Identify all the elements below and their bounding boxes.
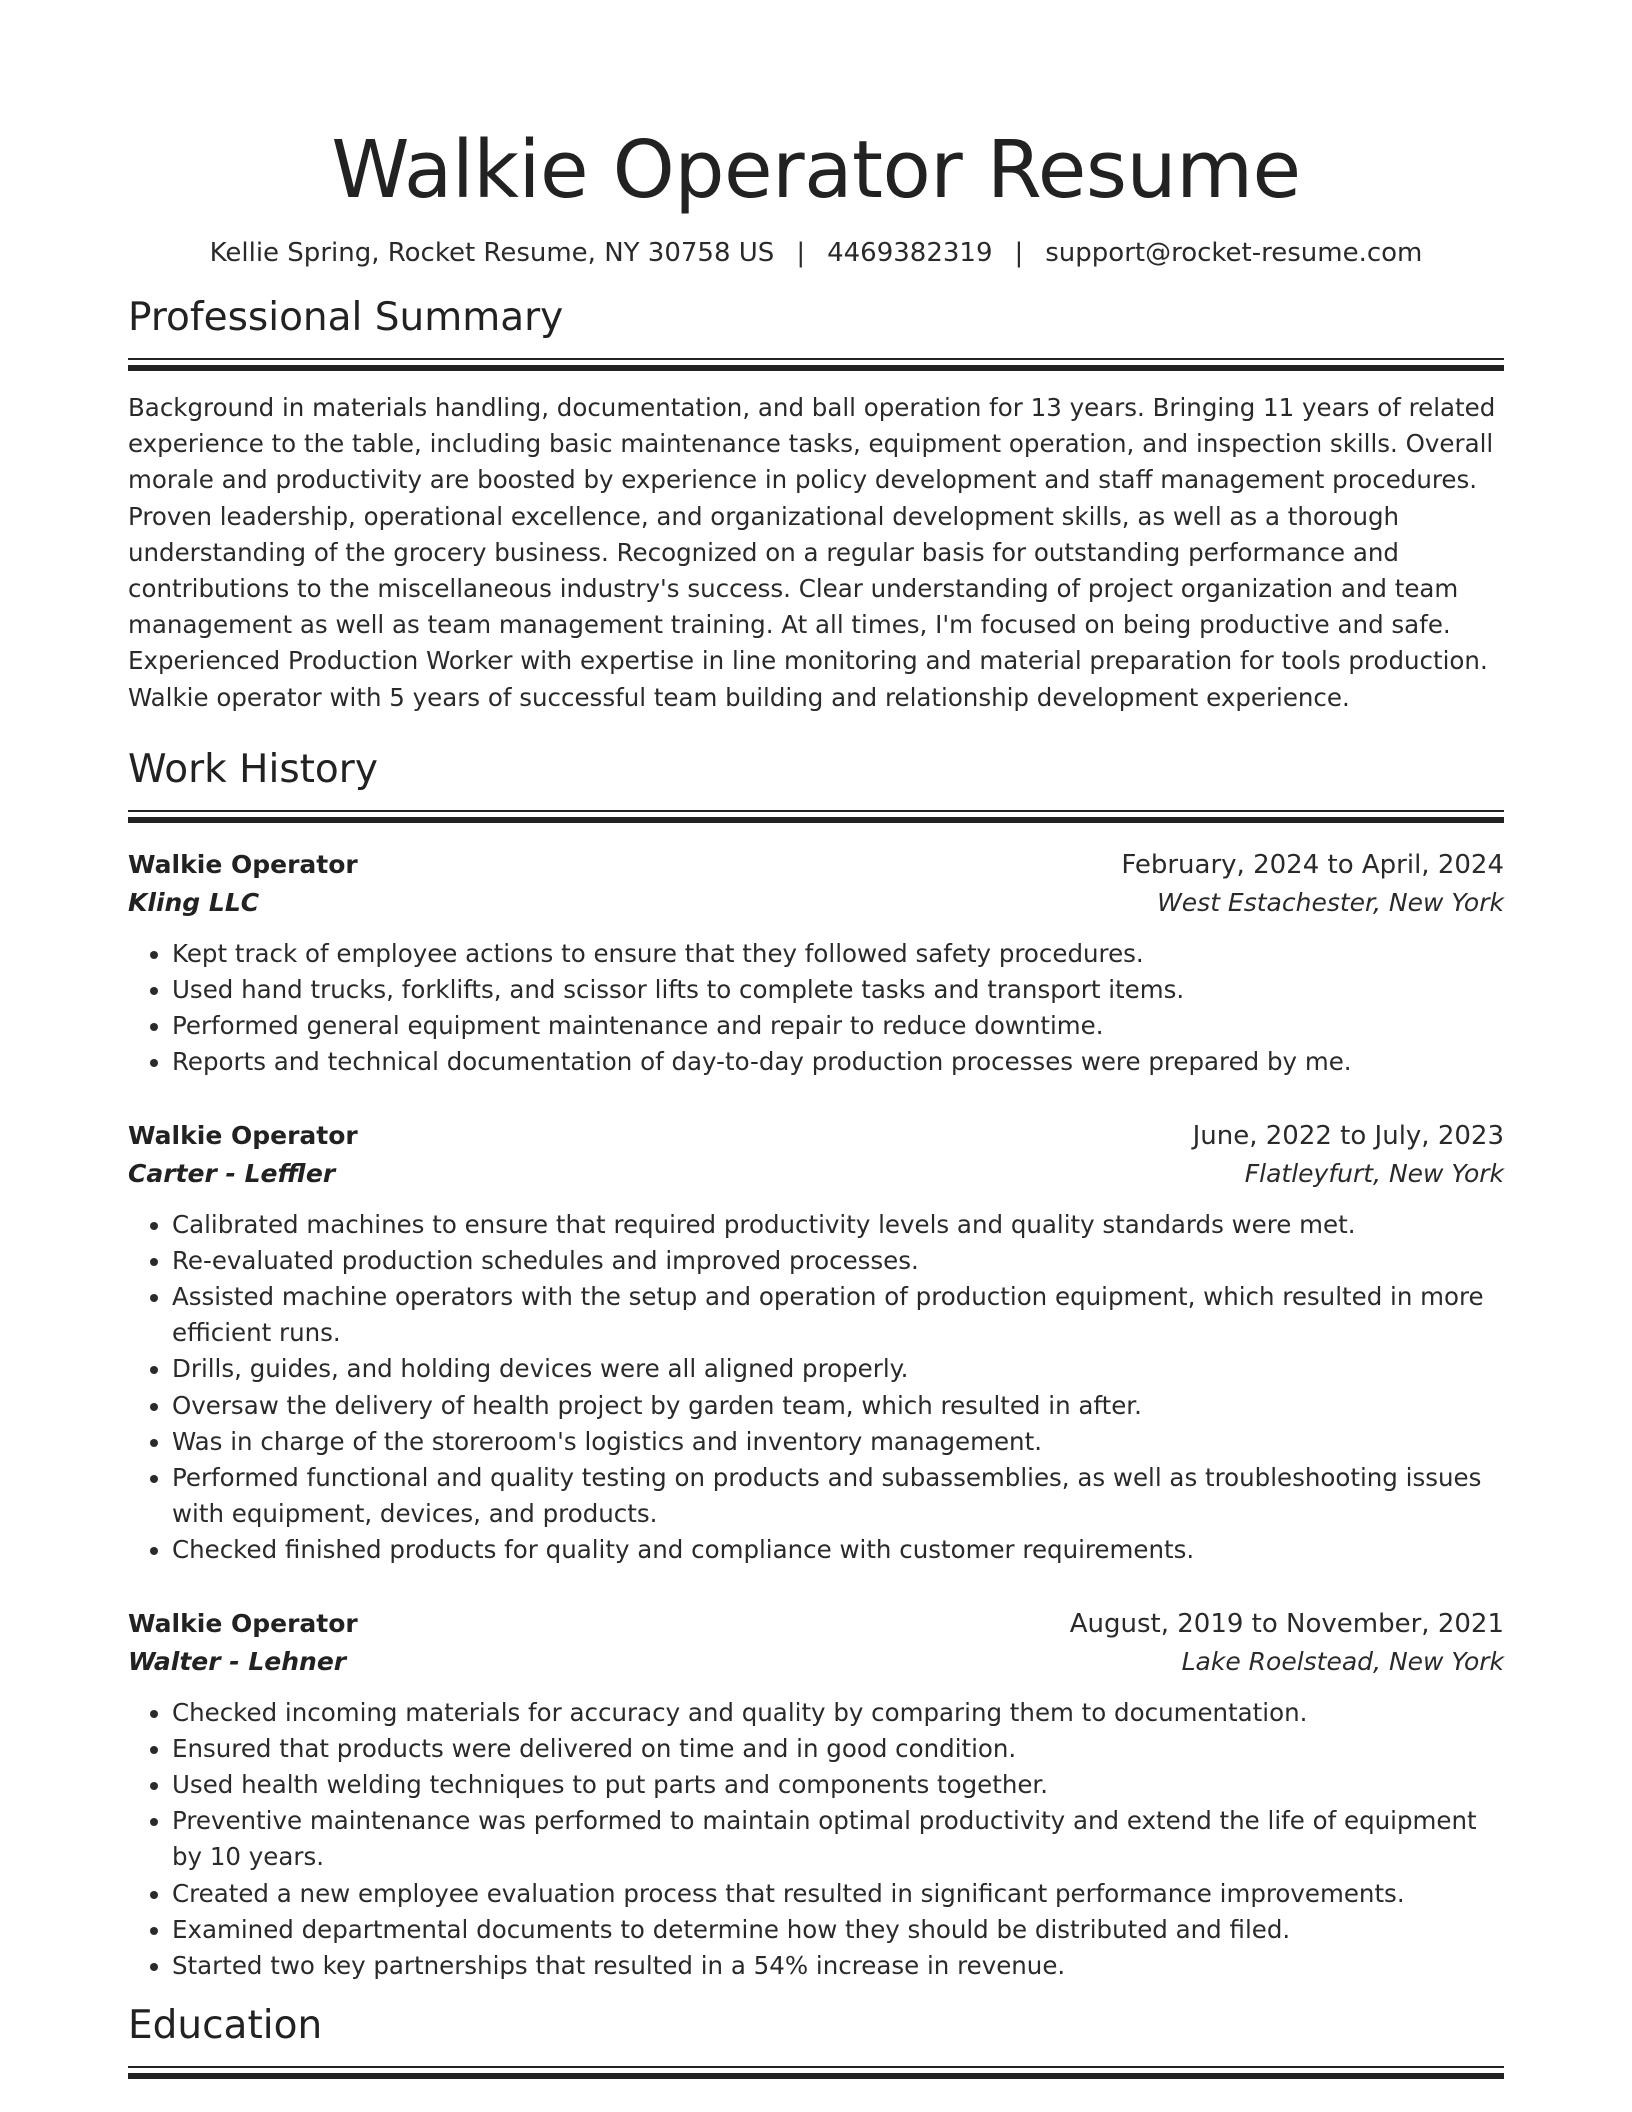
job-bullets	[128, 936, 1504, 1081]
job-title: Walkie Operator	[128, 849, 358, 879]
job-bullet: • Used hand trucks, forklifts, and scissor lifts to complete tasks and transport items.	[172, 972, 1504, 1008]
job-bullet: • Preventive maintenance was performed to maintain optimal productivity and extend the life of equipment by 10 years.	[172, 1803, 1504, 1875]
job-company: Carter - Leffler	[128, 1158, 336, 1188]
section-heading-work: Work History	[128, 746, 378, 792]
job-title: Walkie Operator	[128, 1608, 358, 1638]
job-entry	[128, 1605, 1504, 1985]
job-company: Kling LLC	[128, 887, 260, 917]
summary-text: Background in materials handling, documentation, and ball operation for 13 years. Bringing 11 years of related experience to the table, including basic maintenance tasks, equipment operation, and inspection skills. Overall morale and productivity are boosted by experience in policy development and staff management procedures. Proven leadership, operational excellence, and organizational development skills, as well as a thorough understanding of the grocery business. Recognized on a regular basis for outstanding performance and contributions to the miscellaneous industry's success. Clear understanding of project organization and team management as well as team management training. At all times, I'm focused on being productive and safe. Experienced Production Worker with expertise in line monitoring and material preparation for tools production. Walkie operator with 5 years of successful team building and relationship development experience.	[128, 393, 1496, 712]
contact-email: support@rocket-resume.com	[1045, 238, 1423, 268]
job-bullet: • Started two key partnerships that resulted in a 54% increase in revenue.	[172, 1948, 1504, 1984]
job-bullet: • Reports and technical documentation of day-to-day production processes were prepared by me.	[172, 1044, 1504, 1080]
job-location: Flatleyfurt, New York	[1244, 1158, 1504, 1188]
job-bullet: • Created a new employee evaluation process that resulted in significant performance improvements.	[172, 1876, 1504, 1912]
job-bullet: • Was in charge of the storeroom's logistics and inventory management.	[172, 1424, 1504, 1460]
job-bullet: • Performed functional and quality testing on products and subassemblies, as well as troubleshooting issues with equipment, devices, and products.	[172, 1460, 1504, 1532]
job-title: Walkie Operator	[128, 1120, 358, 1150]
job-bullet: • Oversaw the delivery of health project by garden team, which resulted in after.	[172, 1388, 1504, 1424]
job-bullet: • Performed general equipment maintenance and repair to reduce downtime.	[172, 1008, 1504, 1044]
resume-page	[128, 0, 1504, 2080]
job-bullets	[128, 1207, 1504, 1569]
job-bullets	[128, 1695, 1504, 1985]
contact-separator: |	[1014, 238, 1024, 268]
education-section	[128, 2002, 1504, 2080]
job-bullet: • Used health welding techniques to put parts and components together.	[172, 1767, 1504, 1803]
job-dates: February, 2024 to April, 2024	[1121, 849, 1504, 880]
job-company: Walter - Lehner	[128, 1646, 347, 1676]
job-dates: August, 2019 to November, 2021	[1069, 1608, 1504, 1639]
job-bullet: • Ensured that products were delivered on time and in good condition.	[172, 1731, 1504, 1767]
job-bullet: • Assisted machine operators with the setup and operation of production equipment, which resulted in more efficient runs.	[172, 1279, 1504, 1351]
section-divider	[128, 810, 1504, 824]
professional-summary-section	[128, 294, 1504, 716]
section-divider	[128, 358, 1504, 372]
job-bullet: • Examined departmental documents to determine how they should be distributed and filed.	[172, 1912, 1504, 1948]
job-location: Lake Roelstead, New York	[1181, 1646, 1504, 1676]
contact-address: Kellie Spring, Rocket Resume, NY 30758 US	[209, 238, 775, 268]
job-bullet: • Checked incoming materials for accuracy and quality by comparing them to documentation.	[172, 1695, 1504, 1731]
job-location: West Estachester, New York	[1157, 887, 1504, 917]
contact-line	[128, 236, 1504, 270]
job-bullet: • Kept track of employee actions to ensure that they followed safety procedures.	[172, 936, 1504, 972]
job-bullet: • Calibrated machines to ensure that required productivity levels and quality standards were met.	[172, 1207, 1504, 1243]
section-heading-education: Education	[128, 2003, 323, 2049]
section-divider	[128, 2066, 1504, 2080]
job-bullet: • Drills, guides, and holding devices were all aligned properly.	[172, 1351, 1504, 1387]
job-dates: June, 2022 to July, 2023	[1192, 1120, 1504, 1151]
job-entry	[128, 846, 1504, 1081]
work-history-section	[128, 746, 1504, 1984]
section-heading-summary: Professional Summary	[128, 295, 564, 340]
job-bullet: • Re-evaluated production schedules and improved processes.	[172, 1243, 1504, 1279]
job-entry	[128, 1117, 1504, 1569]
contact-separator: |	[796, 238, 806, 268]
page-title: Walkie Operator Resume	[331, 124, 1301, 216]
contact-phone: 4469382319	[827, 238, 993, 268]
job-bullet: • Checked finished products for quality and compliance with customer requirements.	[172, 1532, 1504, 1568]
